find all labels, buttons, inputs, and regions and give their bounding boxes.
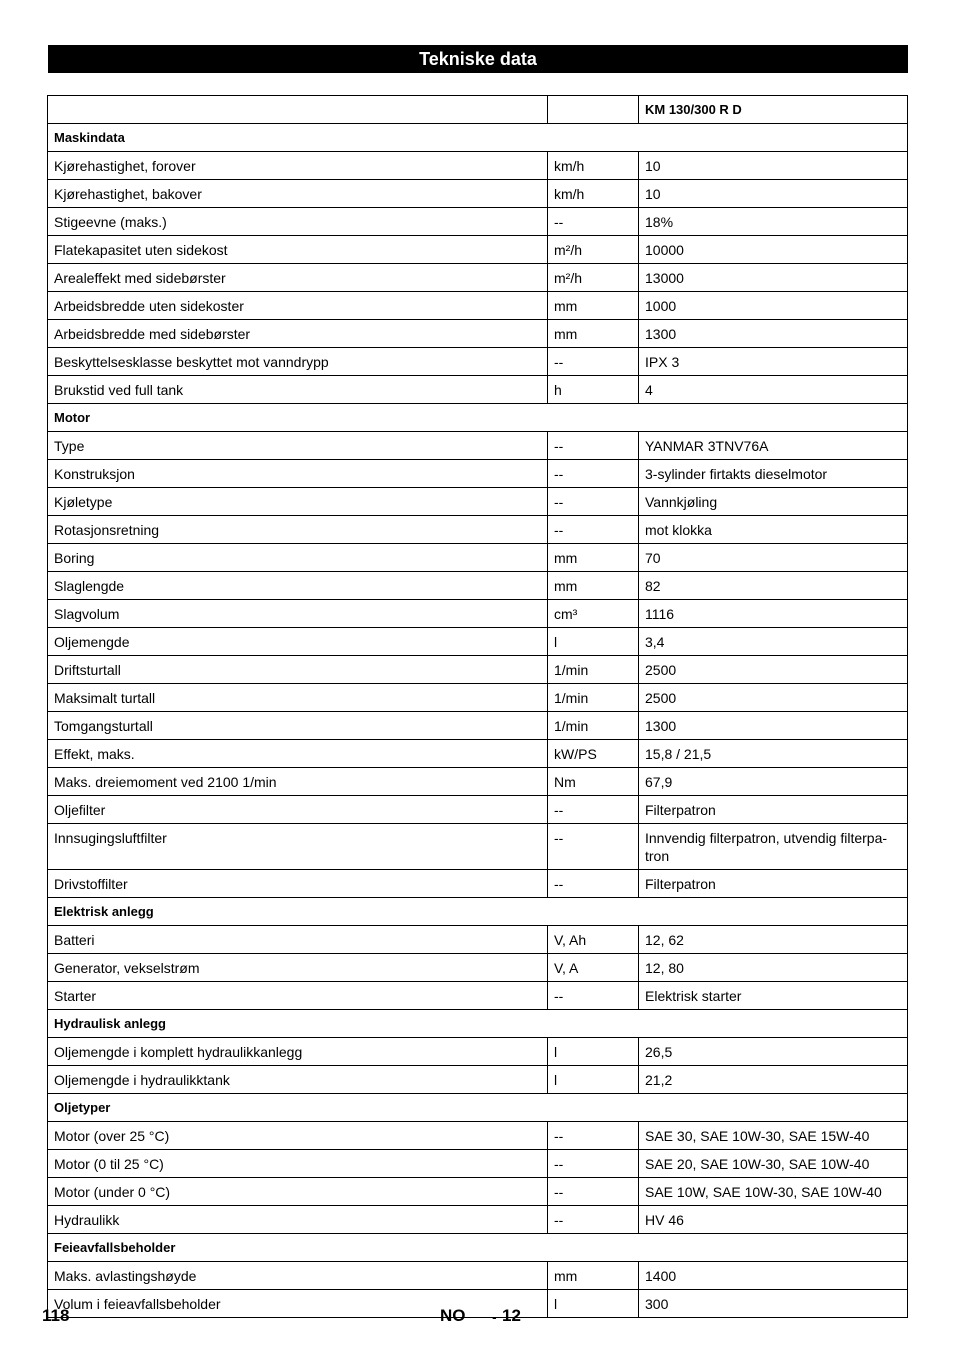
row-value-cell: SAE 10W, SAE 10W-30, SAE 10W-40 <box>639 1178 908 1206</box>
table-row <box>48 1150 908 1178</box>
row-unit-cell: -- <box>548 1206 639 1234</box>
row-label-cell: Arbeidsbredde med sidebørster <box>48 320 548 348</box>
table-row <box>48 1066 908 1094</box>
row-unit-cell: l <box>548 1038 639 1066</box>
table-row <box>48 208 908 236</box>
table-row <box>48 320 908 348</box>
table-row <box>48 870 908 898</box>
table-row <box>48 982 908 1010</box>
row-value-cell: 13000 <box>639 264 908 292</box>
section-row <box>48 124 908 152</box>
table-row <box>48 1262 908 1290</box>
table-row <box>48 656 908 684</box>
row-value-cell: SAE 30, SAE 10W-30, SAE 15W-40 <box>639 1122 908 1150</box>
row-label-cell: Effekt, maks. <box>48 740 548 768</box>
row-value-cell: 3,4 <box>639 628 908 656</box>
row-label-cell: Kjørehastighet, bakover <box>48 180 548 208</box>
row-value-cell: 10000 <box>639 236 908 264</box>
row-unit-cell: km/h <box>548 152 639 180</box>
row-unit-cell: V, Ah <box>548 926 639 954</box>
table-row <box>48 1038 908 1066</box>
row-label-cell: Arealeffekt med sidebørster <box>48 264 548 292</box>
row-unit-cell: kW/PS <box>548 740 639 768</box>
row-label-cell: Kjøletype <box>48 488 548 516</box>
row-label-cell: Kjørehastighet, forover <box>48 152 548 180</box>
row-unit-cell: Nm <box>548 768 639 796</box>
row-label-cell: Konstruksjon <box>48 460 548 488</box>
header-model-cell: KM 130/300 R D <box>639 96 908 124</box>
page-number-right: 12 <box>502 1306 521 1325</box>
section-row <box>48 1234 908 1262</box>
row-label-cell: Slagvolum <box>48 600 548 628</box>
row-unit-cell: -- <box>548 516 639 544</box>
row-label-cell: Driftsturtall <box>48 656 548 684</box>
section-heading: Motor <box>48 404 908 432</box>
row-unit-cell: l <box>548 1066 639 1094</box>
table-row <box>48 544 908 572</box>
row-value-cell: Innvendig filterpatron, utvendig filterpa-tron <box>639 824 908 870</box>
row-unit-cell: h <box>548 376 639 404</box>
row-label-cell: Innsugingsluftfilter <box>48 824 548 870</box>
row-unit-cell: 1/min <box>548 656 639 684</box>
row-value-cell: 67,9 <box>639 768 908 796</box>
table-row <box>48 376 908 404</box>
row-label-cell: Starter <box>48 982 548 1010</box>
row-unit-cell: -- <box>548 1178 639 1206</box>
table-row <box>48 264 908 292</box>
row-unit-cell: -- <box>548 460 639 488</box>
row-value-cell: 2500 <box>639 684 908 712</box>
table-row <box>48 600 908 628</box>
row-unit-cell: -- <box>548 348 639 376</box>
row-value-cell: 10 <box>639 152 908 180</box>
row-value-cell: 70 <box>639 544 908 572</box>
row-unit-cell: mm <box>548 572 639 600</box>
row-label-cell: Generator, vekselstrøm <box>48 954 548 982</box>
table-row <box>48 1178 908 1206</box>
row-label-cell: Boring <box>48 544 548 572</box>
row-value-cell: Elektrisk starter <box>639 982 908 1010</box>
row-label-cell: Stigeevne (maks.) <box>48 208 548 236</box>
row-label-cell: Batteri <box>48 926 548 954</box>
row-unit-cell: -- <box>548 982 639 1010</box>
row-unit-cell: -- <box>548 432 639 460</box>
row-unit-cell: -- <box>548 1150 639 1178</box>
row-label-cell: Oljemengde i komplett hydraulikkanlegg <box>48 1038 548 1066</box>
row-unit-cell: -- <box>548 488 639 516</box>
row-unit-cell: -- <box>548 1122 639 1150</box>
table-row <box>48 152 908 180</box>
table-row <box>48 768 908 796</box>
row-value-cell: HV 46 <box>639 1206 908 1234</box>
row-value-cell: 1300 <box>639 320 908 348</box>
row-label-cell: Motor (under 0 °C) <box>48 1178 548 1206</box>
row-label-cell: Maksimalt turtall <box>48 684 548 712</box>
row-unit-cell: km/h <box>548 180 639 208</box>
header-label-cell <box>48 96 548 124</box>
section-row <box>48 1010 908 1038</box>
row-label-cell: Tomgangsturtall <box>48 712 548 740</box>
row-unit-cell: mm <box>548 544 639 572</box>
row-value-cell: Filterpatron <box>639 796 908 824</box>
row-value-cell: 12, 62 <box>639 926 908 954</box>
row-value-cell: 4 <box>639 376 908 404</box>
table-row <box>48 684 908 712</box>
row-unit-cell: -- <box>548 208 639 236</box>
row-label-cell: Hydraulikk <box>48 1206 548 1234</box>
table-row <box>48 348 908 376</box>
table-row <box>48 824 908 870</box>
table-row <box>48 1290 908 1318</box>
row-value-cell: 300 <box>639 1290 908 1318</box>
row-value-cell: 2500 <box>639 656 908 684</box>
row-label-cell: Slaglengde <box>48 572 548 600</box>
row-label-cell: Rotasjonsretning <box>48 516 548 544</box>
row-value-cell: 1000 <box>639 292 908 320</box>
row-value-cell: 12, 80 <box>639 954 908 982</box>
row-unit-cell: 1/min <box>548 684 639 712</box>
row-value-cell: 1116 <box>639 600 908 628</box>
row-value-cell: 26,5 <box>639 1038 908 1066</box>
language-code: NO <box>440 1306 466 1325</box>
section-row <box>48 898 908 926</box>
section-row <box>48 1094 908 1122</box>
table-row <box>48 516 908 544</box>
technical-data-table <box>47 95 908 1318</box>
table-row <box>48 432 908 460</box>
table-row <box>48 236 908 264</box>
row-unit-cell: -- <box>548 870 639 898</box>
row-unit-cell: mm <box>548 320 639 348</box>
row-value-cell: SAE 20, SAE 10W-30, SAE 10W-40 <box>639 1150 908 1178</box>
row-unit-cell: m²/h <box>548 264 639 292</box>
row-value-cell: Vannkjøling <box>639 488 908 516</box>
row-value-cell: 21,2 <box>639 1066 908 1094</box>
row-label-cell: Drivstoffilter <box>48 870 548 898</box>
table-row <box>48 488 908 516</box>
table-row <box>48 954 908 982</box>
row-label-cell: Type <box>48 432 548 460</box>
row-unit-cell: m²/h <box>548 236 639 264</box>
row-label-cell: Oljefilter <box>48 796 548 824</box>
row-value-cell: mot klokka <box>639 516 908 544</box>
row-label-cell: Motor (over 25 °C) <box>48 1122 548 1150</box>
row-unit-cell: mm <box>548 1262 639 1290</box>
section-heading: Hydraulisk anlegg <box>48 1010 908 1038</box>
row-label-cell: Motor (0 til 25 °C) <box>48 1150 548 1178</box>
row-label-cell: Maks. dreiemoment ved 2100 1/min <box>48 768 548 796</box>
table-row <box>48 740 908 768</box>
row-value-cell: YANMAR 3TNV76A <box>639 432 908 460</box>
row-value-cell: 1300 <box>639 712 908 740</box>
row-label-cell: Oljemengde i hydraulikktank <box>48 1066 548 1094</box>
row-unit-cell: -- <box>548 796 639 824</box>
table-row <box>48 1122 908 1150</box>
section-row <box>48 404 908 432</box>
row-value-cell: 15,8 / 21,5 <box>639 740 908 768</box>
row-value-cell: Filterpatron <box>639 870 908 898</box>
table-row <box>48 460 908 488</box>
table-row <box>48 292 908 320</box>
row-value-cell: 82 <box>639 572 908 600</box>
row-unit-cell: -- <box>548 824 639 870</box>
row-unit-cell: 1/min <box>548 712 639 740</box>
table-row <box>48 180 908 208</box>
table-row <box>48 926 908 954</box>
row-label-cell: Beskyttelsesklasse beskyttet mot vanndrypp <box>48 348 548 376</box>
row-label-cell: Flatekapasitet uten sidekost <box>48 236 548 264</box>
row-unit-cell: V, A <box>548 954 639 982</box>
row-unit-cell: l <box>548 1290 639 1318</box>
row-label-cell: Volum i feieavfallsbeholder <box>48 1290 548 1318</box>
row-label-cell: Brukstid ved full tank <box>48 376 548 404</box>
page-title: Tekniske data <box>48 45 908 73</box>
table-row <box>48 628 908 656</box>
row-value-cell: 3-sylinder firtakts dieselmotor <box>639 460 908 488</box>
row-label-cell: Maks. avlastingshøyde <box>48 1262 548 1290</box>
section-heading: Feieavfallsbeholder <box>48 1234 908 1262</box>
table-row <box>48 796 908 824</box>
section-heading: Elektrisk anlegg <box>48 898 908 926</box>
table-row <box>48 1206 908 1234</box>
row-label-cell: Oljemengde <box>48 628 548 656</box>
table-header-row <box>48 96 908 124</box>
row-value-cell: 1400 <box>639 1262 908 1290</box>
row-value-cell: 10 <box>639 180 908 208</box>
table-row <box>48 572 908 600</box>
header-unit-cell <box>548 96 639 124</box>
technical-data-body <box>48 96 908 1318</box>
page-number-left: 118 <box>42 1306 70 1325</box>
row-unit-cell: l <box>548 628 639 656</box>
row-label-cell: Arbeidsbredde uten sidekoster <box>48 292 548 320</box>
section-heading: Maskindata <box>48 124 908 152</box>
row-value-cell: IPX 3 <box>639 348 908 376</box>
row-unit-cell: cm³ <box>548 600 639 628</box>
page-separator: - <box>492 1309 497 1325</box>
row-value-cell: 18% <box>639 208 908 236</box>
section-heading: Oljetyper <box>48 1094 908 1122</box>
row-unit-cell: mm <box>548 292 639 320</box>
table-row <box>48 712 908 740</box>
